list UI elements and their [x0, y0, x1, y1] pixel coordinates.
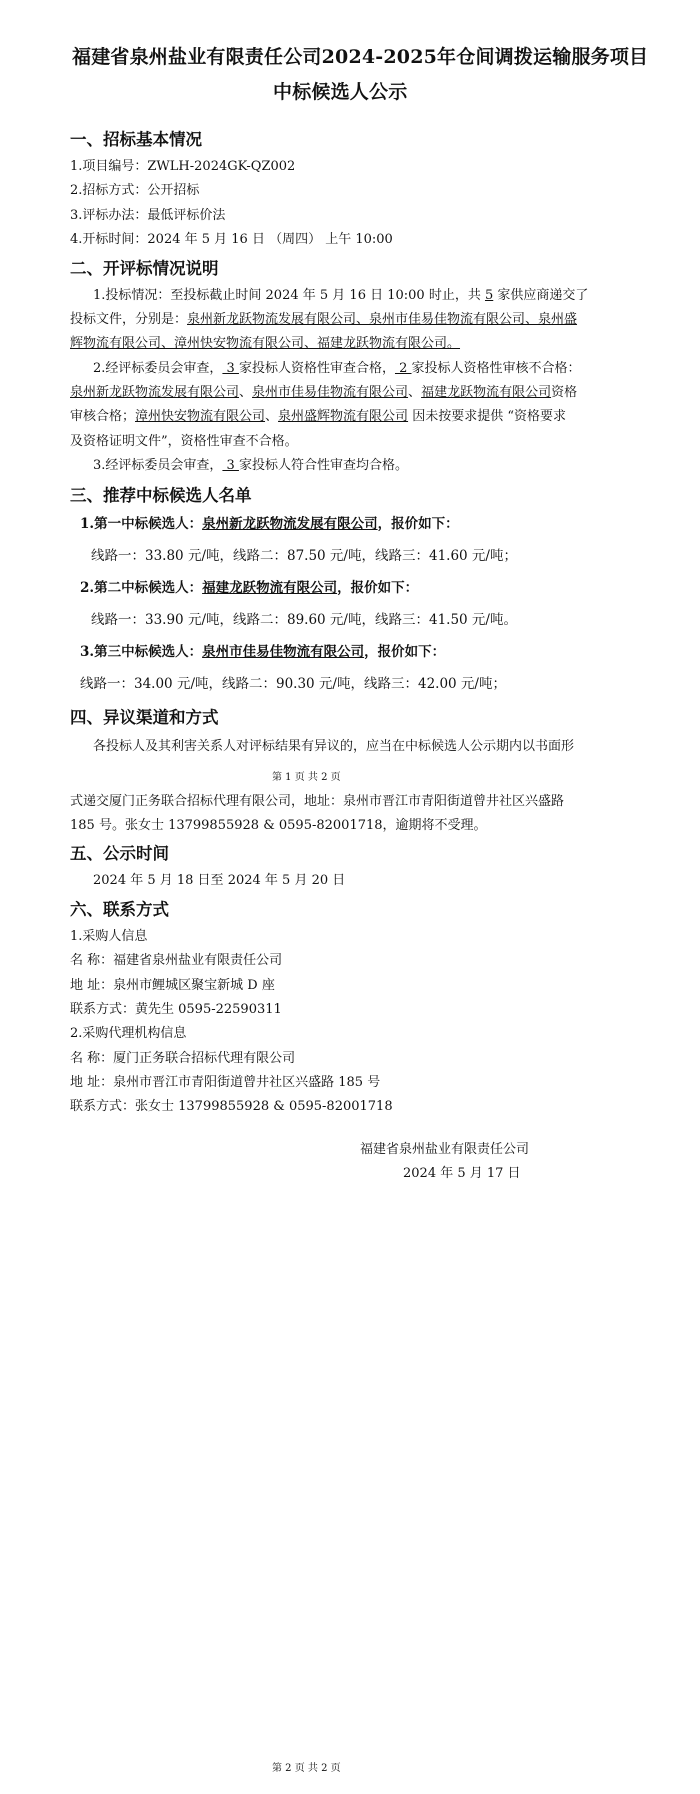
- opening-time: 4.开标时间：2024 年 5 月 16 日 （周四） 上午 10:00: [70, 232, 393, 247]
- candidate-3-price: 线路一：34.00 元/吨，线路二：90.30 元/吨，线路三：42.00 元/吨；: [80, 676, 506, 692]
- buyer-contact: 联系方式：黄先生 0595-22590311: [70, 1002, 282, 1017]
- project-number: 1.项目编号：ZWLH-2024GK-QZ002: [70, 159, 296, 174]
- text: ，报价如下：: [364, 644, 446, 660]
- section-heading-objection: 四、异议渠道和方式: [70, 708, 219, 727]
- section-heading-contact: 六、联系方式: [70, 900, 169, 919]
- signature-org: 福建省泉州盐业有限责任公司: [360, 1142, 530, 1157]
- bidder-list-cont: 辉物流有限公司、漳州快安物流有限公司、福建龙跃物流有限公司。: [70, 336, 461, 351]
- text: 家投标人资格性审核不合格：: [411, 361, 581, 376]
- candidate-1: [80, 512, 459, 532]
- buyer-name: 名 称：福建省泉州盐业有限责任公司: [70, 953, 283, 968]
- qualification-line3: [70, 405, 566, 424]
- bidder-list: 泉州新龙跃物流发展有限公司、泉州市佳易佳物流有限公司、泉州盛: [187, 312, 578, 327]
- agent-heading: 2.采购代理机构信息: [70, 1026, 187, 1041]
- agent-contact: 联系方式：张女士 13799855928 & 0595-82001718: [70, 1099, 393, 1114]
- unqualified-count: 2: [394, 361, 412, 376]
- candidate-2-price: 线路一：33.90 元/吨，线路二：89.60 元/吨，线路三：41.50 元/吨。: [91, 612, 517, 628]
- text: 资格: [551, 385, 578, 400]
- section-heading-publicity: 五、公示时间: [70, 844, 169, 863]
- section-heading-basic-info: 一、招标基本情况: [70, 130, 202, 149]
- candidate-name: 福建龙跃物流有限公司: [202, 580, 338, 596]
- compliance-line: [93, 454, 408, 473]
- text: 家投标人资格性审查合格，: [238, 361, 395, 376]
- candidate-name: 泉州市佳易佳物流有限公司: [202, 644, 365, 660]
- agent-address: 地 址：泉州市晋江市青阳街道曾井社区兴盛路 185 号: [70, 1075, 381, 1090]
- qualified-company: 福建龙跃物流有限公司: [421, 385, 552, 400]
- compliant-count: 3: [222, 458, 239, 473]
- qualification-line2: [70, 381, 577, 400]
- text: ，报价如下：: [377, 516, 459, 532]
- qualified-company: 泉州新龙跃物流发展有限公司: [70, 385, 240, 400]
- unqualified-company: 泉州盛辉物流有限公司: [278, 409, 409, 424]
- document-title-line2: 中标候选人公示: [273, 81, 408, 103]
- text: 、: [265, 409, 279, 424]
- text: 家投标人符合性审查均合格。: [238, 458, 408, 473]
- candidate-2: [80, 576, 418, 596]
- text: 3.经评标委员会审查，: [93, 458, 223, 473]
- qualified-company: 泉州市佳易佳物流有限公司: [252, 385, 409, 400]
- text: 、: [239, 385, 253, 400]
- text: 家供应商递交了: [493, 288, 589, 303]
- bid-status-line2: [70, 308, 577, 327]
- section-heading-evaluation: 二、开评标情况说明: [70, 259, 219, 278]
- unqualified-company: 漳州快安物流有限公司: [135, 409, 266, 424]
- signature-date: 2024 年 5 月 17 日: [403, 1166, 521, 1181]
- bid-status-line3: [70, 332, 460, 351]
- document-title-line1: 福建省泉州盐业有限责任公司2024-2025年仓间调拨运输服务项目: [72, 46, 649, 68]
- evaluation-method: 3.评标办法：最低评标价法: [70, 208, 226, 223]
- bidder-count: 5: [484, 288, 494, 303]
- objection-line3: 185 号。张女士 13799855928 & 0595-82001718，逾期将不受理。: [70, 818, 487, 833]
- text: 审核合格；: [70, 409, 136, 424]
- publicity-period: 2024 年 5 月 18 日至 2024 年 5 月 20 日: [93, 873, 346, 888]
- page-number-1: 第 1 页 共 2 页: [272, 772, 341, 783]
- candidate-3: [80, 640, 445, 660]
- buyer-address: 地 址：泉州市鲤城区聚宝新城 D 座: [70, 978, 275, 993]
- candidate-name: 泉州新龙跃物流发展有限公司: [202, 516, 378, 532]
- text: 投标文件，分别是：: [70, 312, 188, 327]
- candidate-1-price: 线路一：33.80 元/吨，线路二：87.50 元/吨，线路三：41.60 元/吨；: [91, 548, 517, 564]
- qualification-line4: 及资格证明文件”，资格性审查不合格。: [70, 434, 298, 449]
- objection-line1: 各投标人及其利害关系人对评标结果有异议的，应当在中标候选人公示期内以书面形: [93, 739, 575, 754]
- qualification-line1: [93, 357, 581, 376]
- text: 、: [408, 385, 422, 400]
- bid-status-line1: [93, 284, 588, 303]
- page-number-2: 第 2 页 共 2 页: [272, 1763, 341, 1774]
- qualified-count: 3: [222, 361, 239, 376]
- text: 2.经评标委员会审查，: [93, 361, 223, 376]
- text: 因未按要求提供 “资格要求: [408, 409, 566, 424]
- text: ，报价如下：: [337, 580, 419, 596]
- candidate-label: 3.第三中标候选人：: [80, 644, 203, 660]
- tender-method: 2.招标方式：公开招标: [70, 183, 200, 198]
- section-heading-candidates: 三、推荐中标候选人名单: [70, 486, 252, 505]
- buyer-heading: 1.采购人信息: [70, 929, 148, 944]
- candidate-label: 1.第一中标候选人：: [80, 516, 203, 532]
- text: 1.投标情况：至投标截止时间 2024 年 5 月 16 日 10:00 时止，共: [93, 288, 485, 303]
- agent-name: 名 称：厦门正务联合招标代理有限公司: [70, 1051, 296, 1066]
- objection-line2: 式递交厦门正务联合招标代理有限公司，地址：泉州市晋江市青阳街道曾井社区兴盛路: [70, 794, 565, 809]
- candidate-label: 2.第二中标候选人：: [80, 580, 203, 596]
